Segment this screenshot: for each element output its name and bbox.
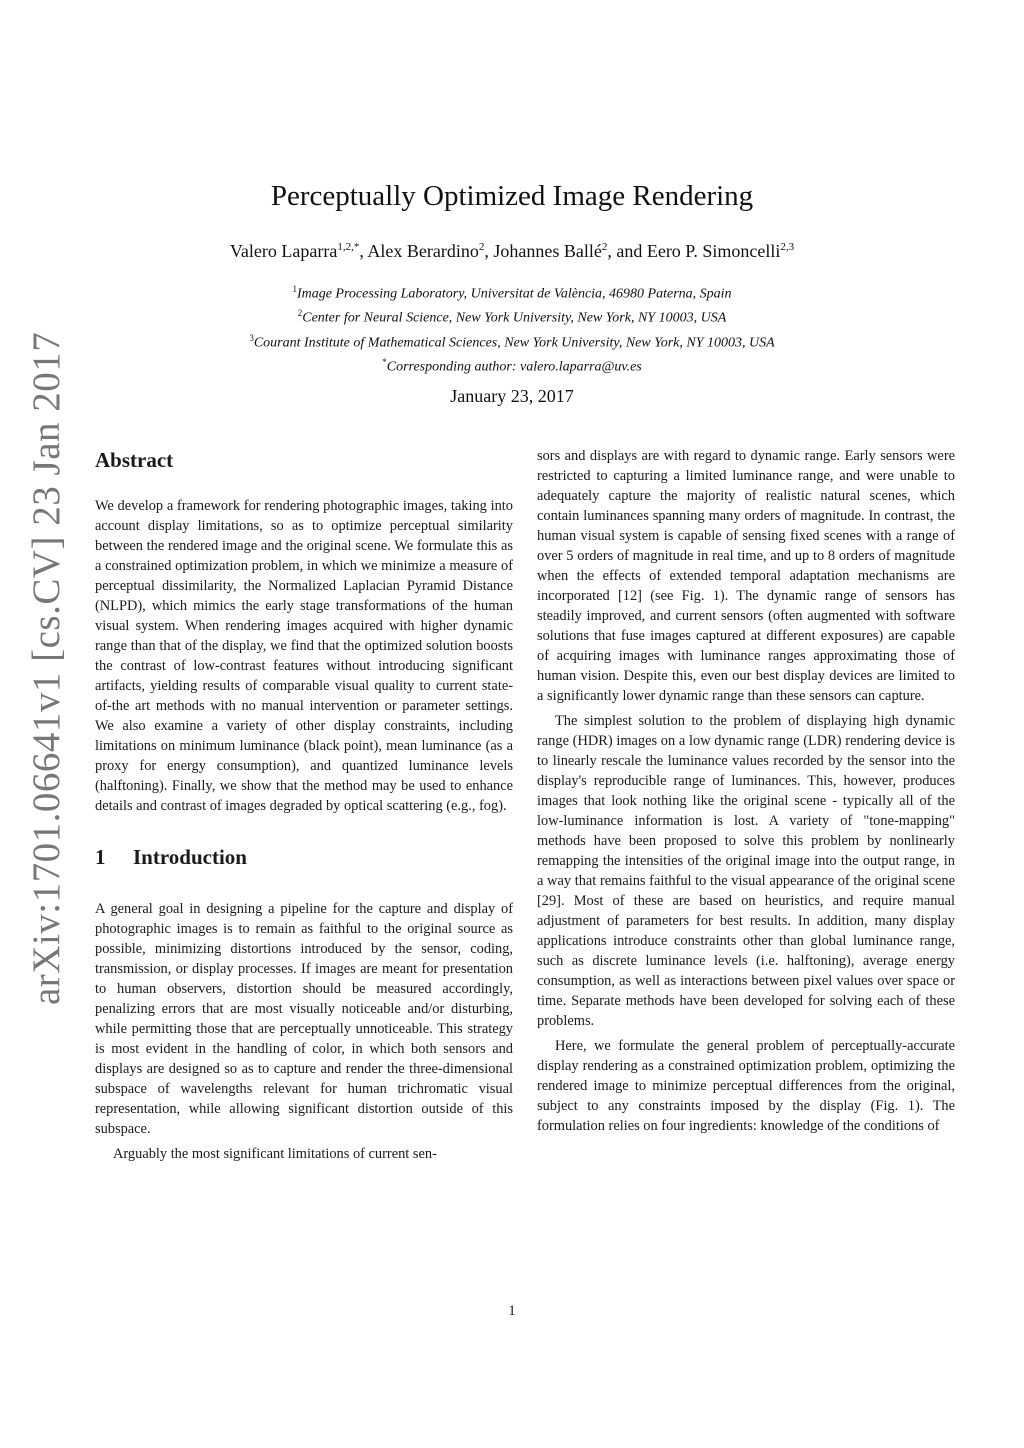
intro-paragraph-3: The simplest solution to the problem of displaying high dynamic range (HDR) images on a low dynamic range (LDR) rendering device is to linearly rescale the luminance values recorded by the sensor into the display's reproducible range of luminances. This, however, produces images that look nothing like the original scene - typically all of the low-luminance information is lost. A variety of "tone-mapping" methods have been proposed to solve this problem by nonlinearly remapping the intensities of the original image into the output range, in a way that remains faithful to the visual appearance of the original scene [29]. Most of these are based on heuristics, and require manual adjustment of parameters for best results. In addition, many display applications introduce constraints other than global luminance range, such as discrete luminance levels (i.e. halftoning), average energy consumption, as well as interactions between pixel values over space or time. Separate methods have been developed for solving each of these problems. <box>537 713 955 1029</box>
author-name: Alex Berardino <box>367 241 479 261</box>
affiliation-mark: * <box>382 357 387 368</box>
author-separator: , and <box>607 241 647 261</box>
affiliation-mark: 1 <box>292 284 297 294</box>
intro-paragraph-1: A general goal in designing a pipeline for the capture and display of photographic images is to remain as faithful to the original source as possible, minimizing distortions introduced by the sensor, coding, transmission, or display processes. If images are meant for presentation to human observers, distortion should be measured accordingly, penalizing errors that are most visually noticeable and/or disturbing, while permitting those that are perceptually unnoticeable. This strategy is most evident in the handling of color, in which both sensors and displays are designed so as to capture and render the three-dimensional subspace of wavelengths relevant for human trichromatic visual representation, while allowing significant distortion outside of this subspace. <box>95 901 513 1137</box>
author-affiliation-mark: 2 <box>478 241 485 253</box>
author-separator: , <box>359 241 368 261</box>
page-number: 1 <box>508 1303 516 1319</box>
affiliation-line <box>0 329 1024 353</box>
affiliation-text: Image Processing Laboratory, Universitat de València, 46980 Paterna, Spain <box>296 286 732 302</box>
introduction-heading <box>95 843 513 899</box>
author-affiliation-mark: 2 <box>601 241 608 253</box>
corresponding-author-line <box>0 353 1024 377</box>
author-separator: , <box>484 241 494 261</box>
affiliation-text: Center for Neural Science, New York University, New York, NY 10003, USA <box>302 311 727 327</box>
author-affiliation-mark: 2,3 <box>780 241 795 253</box>
abstract-body: We develop a framework for rendering photographic images, taking into account display limitations, so as to optimize perceptual similarity between the rendered image and the original scene. We formulate this as a constrained optimization problem, in which we minimize a measure of perceptual dissimilarity, the Normalized Laplacian Pyramid Distance (NLPD), which mimics the early stage transformations of the human visual system. When rendering images acquired with higher dynamic range than that of the display, we find that the optimized solution boosts the contrast of low-contrast features without introducing significant artifacts, yielding results of comparable visual quality to current state-of-the art methods with no manual intervention or parameter settings. We also examine a variety of other display constraints, including limitations on minimum luminance (black point), mean luminance (as a proxy for energy consumption), and quantized luminance levels (halftoning). Finally, we show that the method may be used to enhance details and contrast of images degraded by optical scattering (e.g., fog). <box>95 498 513 814</box>
affiliation-line <box>0 304 1024 328</box>
intro-paragraph-2-start: Arguably the most significant limitations of current sen- <box>113 1146 437 1162</box>
right-column <box>537 446 955 1136</box>
section-title: Introduction <box>133 845 247 869</box>
affiliation-text: Courant Institute of Mathematical Sciences, New York University, New York, NY 10003, USA <box>253 335 775 351</box>
affiliation-mark: 2 <box>297 308 303 319</box>
affiliation-list <box>0 280 1024 378</box>
author-name: Eero P. Simoncelli <box>646 241 781 261</box>
author-list <box>0 241 1024 262</box>
corresponding-author-text: Corresponding author: valero.laparra@uv.es <box>386 360 642 376</box>
intro-paragraph-2-continued: sors and displays are with regard to dynamic range. Early sensors were restricted to capturing a limited luminance range, and were unable to adequately capture the majority of realistic natural scenes, which contain luminances spanning many orders of magnitude. In contrast, the human visual system is capable of sensing fixed scenes with a range of over 5 orders of magnitude in real time, and up to 8 orders of magnitude when the effects of extended temporal adaptation mechanisms are incorporated [12] (see Fig. 1). The dynamic range of sensors has steadily improved, and current sensors (often augmented with software solutions that fuse images captured at different exposures) are capable of acquiring images with luminance ranges approximating those of human vision. Despite this, even our best display devices are limited to a significantly lower dynamic range than these sensors can capture. <box>537 448 955 704</box>
affiliation-line <box>0 280 1024 304</box>
author-affiliation-mark: 1,2,* <box>337 241 360 253</box>
paper-title: Perceptually Optimized Image Rendering <box>270 180 754 212</box>
author-name: Valero Laparra <box>229 241 338 261</box>
affiliation-mark: 3 <box>249 332 254 343</box>
publication-date: January 23, 2017 <box>450 386 574 406</box>
arxiv-identifier-stamp: arXiv:1701.06641v1 [cs.CV] 23 Jan 2017 <box>25 331 68 1005</box>
author-name: Johannes Ballé <box>493 241 602 261</box>
intro-paragraph-4: Here, we formulate the general problem of perceptually-accurate display rendering as a constrained optimization problem, optimizing the rendered image to minimize perceptual differences from the original, subject to any constraints imposed by the display (Fig. 1). The formulation relies on four ingredients: knowledge of the conditions of <box>537 1038 955 1134</box>
section-spacer <box>95 816 513 843</box>
section-number: 1 <box>95 845 106 869</box>
left-column <box>95 446 513 1164</box>
abstract-heading: Abstract <box>95 448 174 472</box>
